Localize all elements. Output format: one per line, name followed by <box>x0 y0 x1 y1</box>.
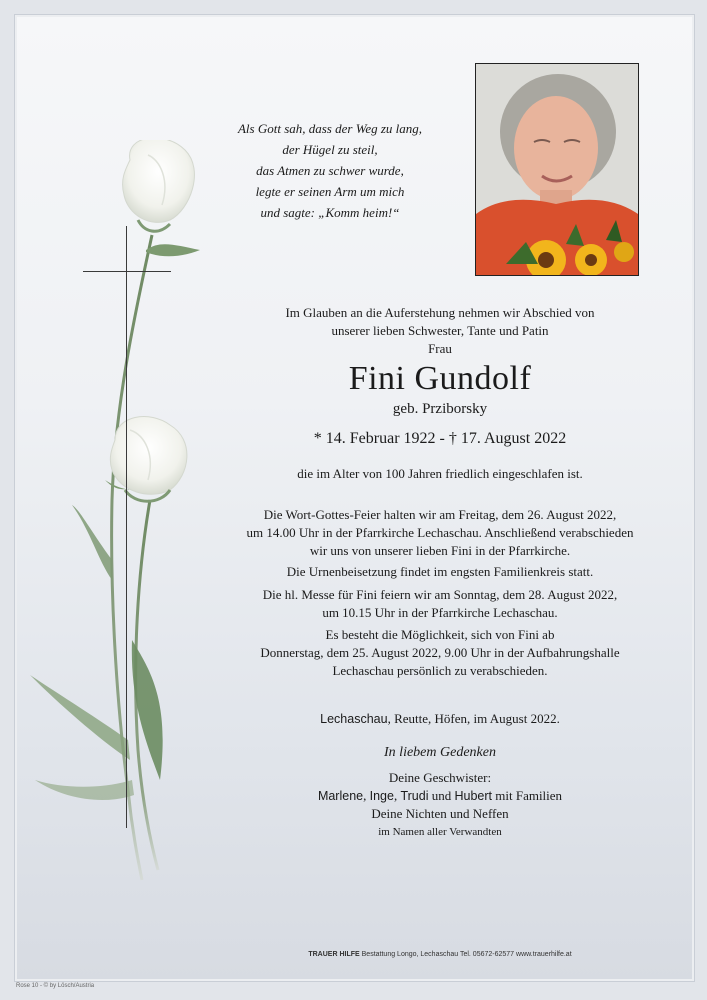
service-paragraph-mass <box>222 586 658 622</box>
funeral-home-contact: Bestattung Longo, Lechaschau Tel. 05672-62577 www.trauerhilfe.at <box>359 951 572 958</box>
top-rose <box>123 140 195 231</box>
portrait-image <box>476 64 638 275</box>
funeral-home-brand: TRAUER HILFE <box>308 951 360 958</box>
cross-horizontal-line <box>83 271 171 272</box>
verse-line: und sagte: „Komm heim!“ <box>260 205 400 220</box>
service-paragraph-ceremony <box>222 506 658 560</box>
name-separator: , <box>393 788 401 803</box>
place-and-date <box>230 711 650 727</box>
maiden-name: geb. Prziborsky <box>392 401 488 417</box>
paragraph-line: um 10.15 Uhr in der Pfarrkirche Lechaschau. <box>322 605 558 620</box>
in-memory-line: In liebem Gedenken <box>384 745 496 760</box>
paragraph-line: Lechaschau persönlich zu verabschieden. <box>332 663 548 678</box>
verse-line: Als Gott sah, dass der Weg zu lang, <box>237 121 423 136</box>
intro-line: Frau <box>428 341 452 356</box>
funeral-home-footer <box>230 951 650 958</box>
name-conjunction: und <box>428 788 455 803</box>
siblings-names <box>230 787 650 805</box>
sibling-name: Hubert <box>454 789 492 803</box>
verse-line: legte er seinen Arm um mich <box>255 184 405 199</box>
sibling-name: Marlene <box>317 789 364 803</box>
life-dates: * 14. Februar 1922 - † 17. August 2022 <box>313 430 567 447</box>
paragraph-line: Es besteht die Möglichkeit, sich von Fini ab <box>325 627 555 642</box>
family-signatures <box>230 769 650 841</box>
farewell-intro <box>230 304 650 358</box>
place-rest: , Reutte, Höfen, im August 2022. <box>387 711 560 726</box>
image-credit: Rose 10 - © by Lösch/Austria <box>16 983 95 989</box>
memorial-verse <box>215 118 445 223</box>
sibling-name: Trudi <box>400 789 429 803</box>
age-text: die im Alter von 100 Jahren friedlich eingeschlafen ist. <box>297 466 583 481</box>
paragraph-line: Die Urnenbeisetzung findet im engsten Familienkreis statt. <box>286 564 594 579</box>
paragraph-line: um 14.00 Uhr in der Pfarrkirche Lechaschau. Anschließend verabschieden <box>246 525 634 540</box>
place-name: Lechaschau <box>320 712 388 726</box>
paragraph-line: Die Wort-Gottes-Feier halten wir am Freitag, dem 26. August 2022, <box>263 507 617 522</box>
nieces-nephews: Deine Nichten und Neffen <box>371 806 509 821</box>
siblings-heading: Deine Geschwister: <box>388 770 492 785</box>
intro-line: Im Glauben an die Auferstehung nehmen wir Abschied von <box>285 305 595 320</box>
deceased-name: Fini Gundolf <box>348 360 532 397</box>
service-paragraph-viewing <box>222 626 658 680</box>
portrait-photo <box>475 63 639 276</box>
name-separator: , <box>363 788 370 803</box>
verse-line: das Atmen zu schwer wurde, <box>256 163 404 178</box>
intro-line: unserer lieben Schwester, Tante und Patin <box>331 323 549 338</box>
paragraph-line: Die hl. Messe für Fini feiern wir am Sonntag, dem 28. August 2022, <box>262 587 618 602</box>
service-paragraph-burial <box>222 563 658 581</box>
verse-line: der Hügel zu steil, <box>282 142 378 157</box>
paragraph-line: wir uns von unserer lieben Fini in der Pfarrkirche. <box>309 543 571 558</box>
cross-vertical-line <box>126 226 127 828</box>
sibling-name: Inge <box>369 789 394 803</box>
paragraph-line: Donnerstag, dem 25. August 2022, 9.00 Uhr in der Aufbahrungshalle <box>260 645 620 660</box>
all-relatives: im Namen aller Verwandten <box>378 826 502 838</box>
siblings-suffix: mit Familien <box>492 788 563 803</box>
white-roses-illustration <box>20 140 220 900</box>
